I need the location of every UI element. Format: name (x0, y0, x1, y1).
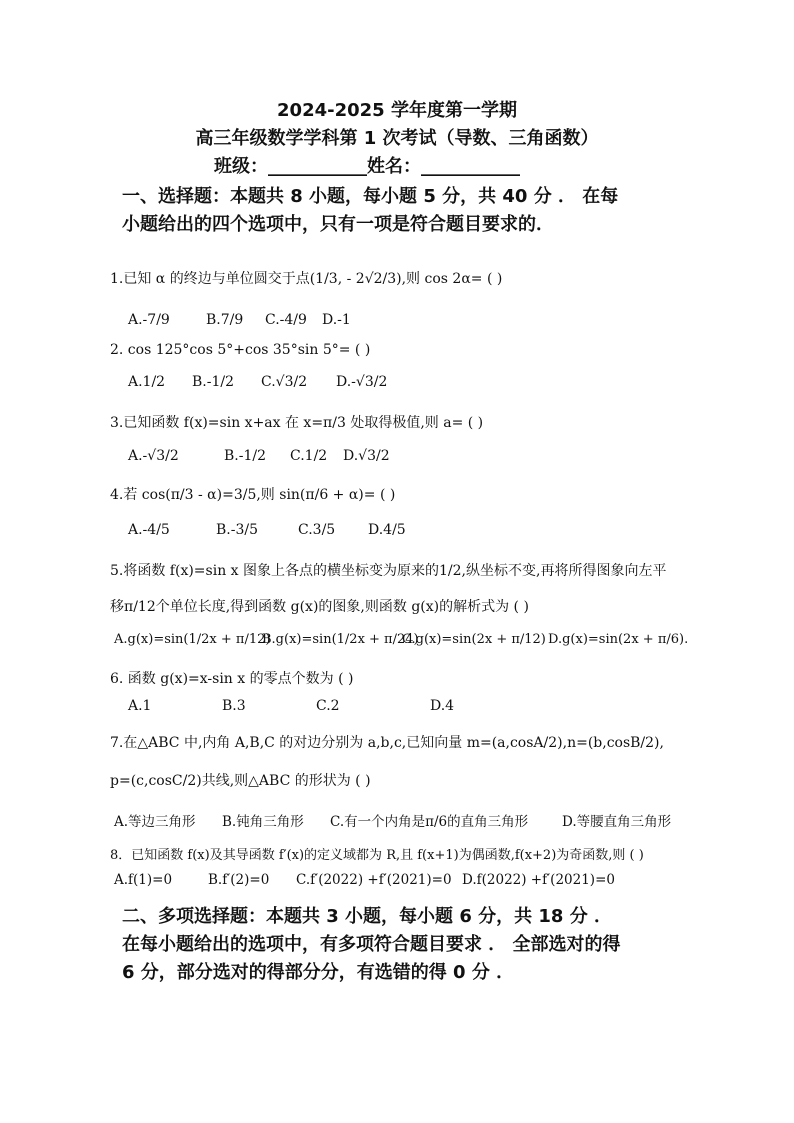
q5-option-b: B.g(x)=sin(1/2x + π/24) (262, 632, 419, 647)
q1-option-b: B.7/9 (206, 312, 244, 328)
section2-heading-line1: 二、多项选择题：本题共 3 小题，每小题 6 分，共 18 分 ． (122, 906, 612, 927)
q2-option-c: C.√3/2 (261, 374, 308, 390)
q2-option-d: D.-√3/2 (336, 374, 388, 390)
q5-option-a: A.g(x)=sin(1/2x + π/12) (114, 632, 271, 647)
q6-option-b: B.3 (222, 698, 246, 714)
q8-option-b: B.f′(2)=0 (208, 872, 270, 888)
question-3: 3.已知函数 f(x)=sin x+ax 在 x=π/3 处取得极值,则 a= ( ) (110, 415, 484, 431)
section2-heading-line3: 6 分，部分选对的得部分分，有选错的得 0 分 ． (122, 962, 515, 983)
question-5-line2: 移π/12个单位长度,得到函数 g(x)的图象,则函数 g(x)的解析式为 ( ) (110, 599, 529, 615)
q6-option-a: A.1 (128, 698, 152, 714)
q4-option-d: D.4/5 (368, 522, 406, 538)
question-6: 6. 函数 g(x)=x-sin x 的零点个数为 ( ) (110, 671, 354, 687)
q8-option-a: A.f(1)=0 (114, 872, 173, 888)
q8-option-d: D.f(2022) +f′(2021)=0 (462, 872, 615, 888)
q6-option-d: D.4 (430, 698, 455, 714)
q7-option-b: B.钝角三角形 (222, 814, 304, 830)
question-4: 4.若 cos(π/3 - α)=3/5,则 sin(π/6 + α)= ( ) (110, 487, 396, 503)
class-name-line: 班级：___________姓名：___________ (214, 156, 520, 177)
question-7-line1: 7.在△ABC 中,内角 A,B,C 的对边分别为 a,b,c,已知向量 m=(a,cosA/2),n=(b,cosB/2), (110, 735, 664, 751)
q3-option-b: B.-1/2 (224, 448, 266, 464)
question-1: 1.已知 α 的终边与单位圆交于点(1/3, - 2√2/3),则 cos 2α= ( ) (110, 271, 503, 287)
q8-option-c: C.f′(2022) +f′(2021)=0 (296, 872, 452, 888)
question-5-line1: 5.将函数 f(x)=sin x 图象上各点的横坐标变为原来的1/2,纵坐标不变,再将所得图象向左平 (110, 563, 667, 579)
q7-option-c: C.有一个内角是π/6的直角三角形 (330, 814, 529, 830)
question-2: 2. cos 125°cos 5°+cos 35°sin 5°= ( ) (110, 342, 371, 358)
section2-heading-line2: 在每小题给出的选项中，有多项符合题目要求 ． 全部选对的得 (122, 934, 621, 955)
q2-option-a: A.1/2 (128, 374, 166, 390)
q6-option-c: C.2 (316, 698, 340, 714)
section1-heading-line1: 一、选择题：本题共 8 小题，每小题 5 分，共 40 分 ． 在每 (122, 186, 619, 207)
q1-option-a: A.-7/9 (128, 312, 170, 328)
q1-option-c: C.-4/9 (265, 312, 307, 328)
q5-option-c: C.g(x)=sin(2x + π/12) (402, 632, 546, 647)
exam-title-line1: 2024-2025 学年度第一学期 (277, 100, 517, 121)
section1-heading-line2: 小题给出的四个选项中，只有一项是符合题目要求的． (122, 214, 554, 235)
question-8: 8．已知函数 f(x)及其导函数 f′(x)的定义域都为 R,且 f(x+1)为偶函数,f(x+2)为奇函数,则 ( ) (110, 848, 644, 863)
q3-option-c: C.1/2 (290, 448, 328, 464)
q4-option-b: B.-3/5 (216, 522, 258, 538)
exam-title-line2: 高三年级数学学科第 1 次考试（导数、三角函数） (195, 128, 599, 149)
q3-option-a: A.-√3/2 (128, 448, 179, 464)
q4-option-a: A.-4/5 (128, 522, 170, 538)
q4-option-c: C.3/5 (298, 522, 336, 538)
q3-option-d: D.√3/2 (343, 448, 390, 464)
q5-option-d: D.g(x)=sin(2x + π/6). (548, 632, 689, 647)
q2-option-b: B.-1/2 (192, 374, 234, 390)
q7-option-a: A.等边三角形 (114, 814, 196, 830)
question-7-line2: p=(c,cosC/2)共线,则△ABC 的形状为 ( ) (110, 773, 371, 789)
q7-option-d: D.等腰直角三角形 (562, 814, 672, 830)
q1-option-d: D.-1 (322, 312, 351, 328)
